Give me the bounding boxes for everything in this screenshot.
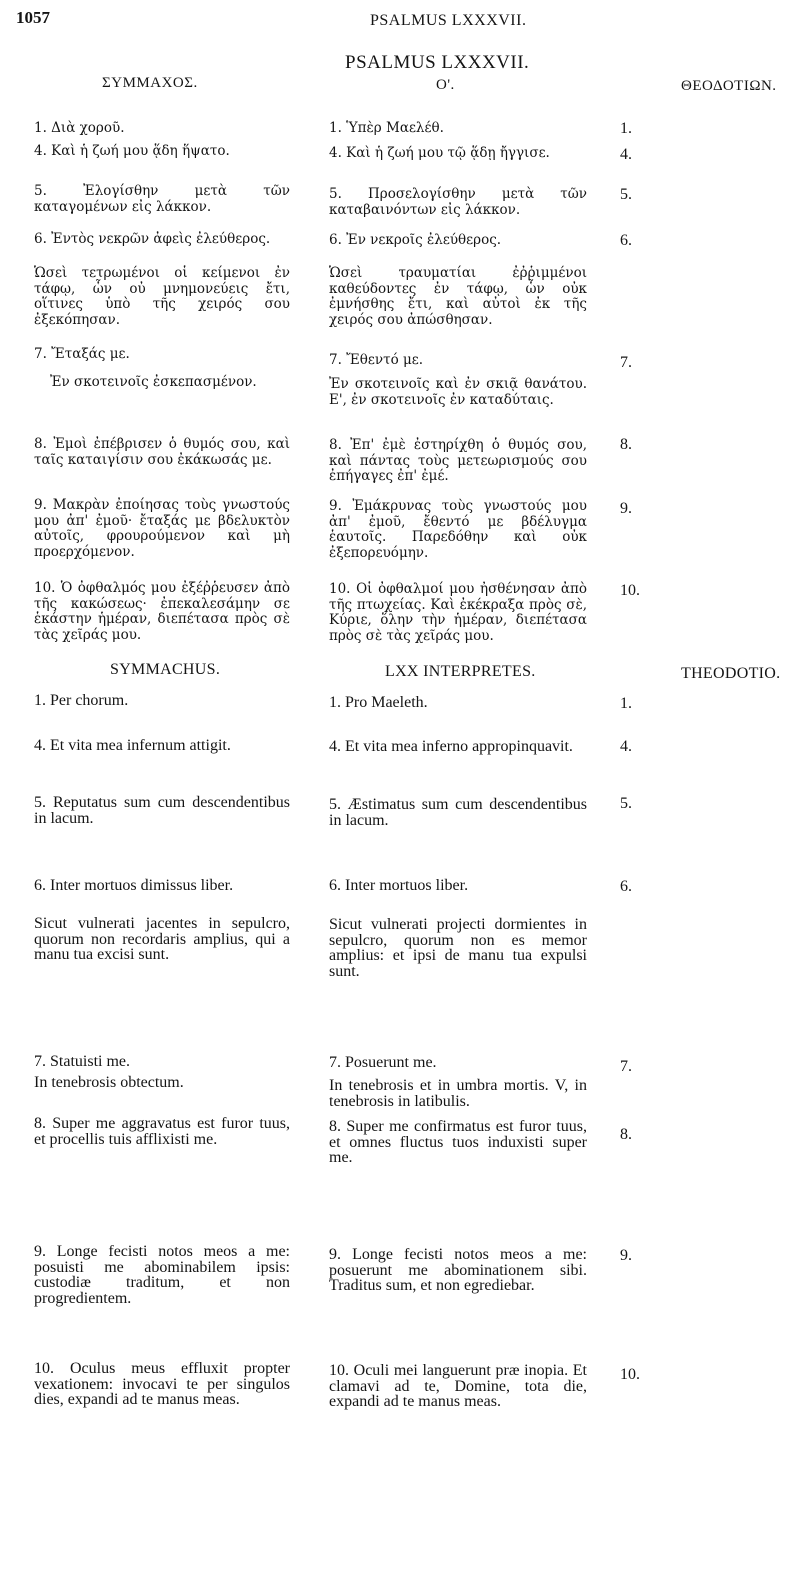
latin-lxx-10: 10. Oculi mei languerunt præ inopia. Et clamavi ad te, Domine, tota die, expandi ad te manus meas. [329, 1362, 587, 1410]
greek-lxx-9: 9. Ἐμάκρυνας τοὺς γνωστούς μου ἀπ' ἐμοῦ, ἔθεντό με βδέλυγμα ἑαυτοῖς. Παρεδόθην καὶ οὐκ ἐξεπορευόμην. [329, 498, 587, 561]
latin-sym-8: 8. Super me aggravatus est furor tuus, et procellis tuis afflixisti me. [34, 1115, 290, 1148]
greek-lxx-10: 10. Οἱ ὀφθαλμοί μου ἠσθένησαν ἀπὸ τῆς πτωχείας. Καὶ ἐκέκραξα πρὸς σὲ, Κύριε, ὅλην τὴν ἡμέραν, διεπέτασα πρὸς σὲ τὰς χεῖράς μου. [329, 581, 587, 644]
header-theodotion-latin: THEODOTIO. [681, 665, 781, 682]
greek-lxx-4: 4. Καὶ ἡ ζωή μου τῷ ᾅδῃ ἤγγισε. [329, 145, 550, 161]
greek-theo-num-1: 1. [620, 120, 632, 137]
latin-theo-num-4: 4. [620, 738, 632, 755]
latin-sym-9: 9. Longe fecisti notos meos a me: posuisti me abominabilem ipsis: custodiæ traditum, et non progredientem. [34, 1243, 290, 1307]
greek-lxx-8: 8. Ἐπ' ἐμὲ ἐστηρίχθη ὁ θυμός σου, καὶ πάντας τοὺς μετεωρισμούς σου ἐπήγαγες ἐπ' ἐμέ. [329, 437, 587, 484]
greek-sym-6b: Ὡσεὶ τετρωμένοι οἱ κείμενοι ἐν τάφῳ, ὧν οὐ μνημονεύεις ἔτι, οἵτινες ὑπὸ τῆς χειρός σου ἐξεκόπησαν. [34, 265, 290, 328]
greek-lxx-1: 1. Ὑπὲρ Μαελέθ. [329, 120, 444, 136]
latin-sym-6: 6. Inter mortuos dimissus liber. [34, 877, 234, 894]
latin-theo-num-5: 5. [620, 795, 632, 812]
greek-lxx-7b: Ἐν σκοτεινοῖς καὶ ἐν σκιᾷ θανάτου. Ε', ἐν σκοτεινοῖς ἐν καταδύταις. [329, 376, 587, 408]
greek-sym-5: 5. Ἐλογίσθην μετὰ τῶν καταγομένων εἰς λάκκον. [34, 183, 290, 215]
latin-theo-num-7: 7. [620, 1058, 632, 1075]
latin-sym-6b: Sicut vulnerati jacentes in sepulcro, quorum non recordaris amplius, qui a manu tua excisi sunt. [34, 915, 290, 963]
greek-sym-1: 1. Διὰ χοροῦ. [34, 120, 125, 136]
greek-theo-num-10: 10. [620, 582, 640, 599]
greek-theo-num-5: 5. [620, 186, 632, 203]
latin-lxx-9: 9. Longe fecisti notos meos a me: posuerunt me abominationem sibi. Traditus sum, et non egrediebar. [329, 1246, 587, 1294]
latin-lxx-6b: Sicut vulnerati projecti dormientes in sepulcro, quorum non es memor amplius: et ipsi de manu tua expulsi sunt. [329, 916, 587, 980]
latin-theo-num-10: 10. [620, 1366, 640, 1383]
greek-lxx-7: 7. Ἔθεντό με. [329, 352, 424, 368]
latin-lxx-1: 1. Pro Maeleth. [329, 694, 428, 711]
latin-sym-10: 10. Oculus meus effluxit propter vexationem: invocavi te per singulos dies, expandi ad te manus meas. [34, 1360, 290, 1408]
latin-lxx-7: 7. Posuerunt me. [329, 1054, 437, 1071]
latin-sym-7b: In tenebrosis obtectum. [34, 1074, 184, 1091]
latin-lxx-7b: In tenebrosis et in umbra mortis. V, in tenebrosis in latibulis. [329, 1077, 587, 1110]
header-symmachus-latin: SYMMACHUS. [110, 661, 221, 678]
header-theodotion-greek: ΘΕΟΔΟΤΙΩΝ. [681, 78, 777, 94]
greek-sym-7: 7. Ἔταξάς με. [34, 346, 130, 362]
latin-lxx-5: 5. Æstimatus sum cum descendentibus in lacum. [329, 796, 587, 829]
latin-sym-5: 5. Reputatus sum cum descendentibus in lacum. [34, 794, 290, 827]
greek-sym-7b: Ἐν σκοτεινοῖς ἐσκεπασμένον. [50, 374, 257, 390]
page-title: PSALMUS LXXXVII. [345, 52, 530, 73]
latin-sym-7: 7. Statuisti me. [34, 1053, 130, 1070]
latin-theo-num-9: 9. [620, 1247, 632, 1264]
latin-lxx-6: 6. Inter mortuos liber. [329, 877, 469, 894]
latin-lxx-8: 8. Super me confirmatus est furor tuus, et omnes fluctus tuos induxisti super me. [329, 1118, 587, 1166]
greek-sym-6: 6. Ἐντὸς νεκρῶν ἀφεὶς ἐλεύθερος. [34, 231, 271, 247]
greek-theo-num-7: 7. [620, 354, 632, 371]
header-lxx-greek: O'. [436, 77, 455, 93]
greek-theo-num-8: 8. [620, 436, 632, 453]
latin-lxx-4: 4. Et vita mea inferno appropinquavit. [329, 738, 573, 755]
greek-theo-num-6: 6. [620, 232, 632, 249]
header-lxx-latin: LXX INTERPRETES. [385, 663, 536, 680]
greek-theo-num-9: 9. [620, 500, 632, 517]
greek-lxx-6: 6. Ἐν νεκροῖς ἐλεύθερος. [329, 232, 502, 248]
greek-lxx-6b: Ὡσεὶ τραυματίαι ἐῤῥιμμένοι καθεύδοντες ἐν τάφῳ, ὧν οὐκ ἐμνήσθης ἔτι, καὶ αὐτοὶ ἐκ τῆς χειρός σου ἀπώσθησαν. [329, 265, 587, 328]
greek-theo-num-4: 4. [620, 146, 632, 163]
greek-sym-4: 4. Καὶ ἡ ζωή μου ᾅδη ἥψατο. [34, 143, 230, 159]
page-number: 1057 [16, 8, 50, 27]
greek-lxx-5: 5. Προσελογίσθην μετὰ τῶν καταβαινόντων εἰς λάκκον. [329, 186, 587, 218]
greek-sym-8: 8. Ἐμοὶ ἐπέβρισεν ὁ θυμός σου, καὶ ταῖς καταιγίσιν σου ἐκάκωσάς με. [34, 436, 290, 468]
greek-sym-10: 10. Ὁ ὀφθαλμός μου ἐξέῤῥευσεν ἀπὸ τῆς κακώσεως· ἐπεκαλεσάμην σε ἑκάστην ἡμέραν, διεπέτασα πρὸς σὲ τὰς χεῖράς μου. [34, 580, 290, 643]
latin-theo-num-1: 1. [620, 695, 632, 712]
running-head: PSALMUS LXXXVII. [370, 12, 527, 29]
latin-sym-4: 4. Et vita mea infernum attigit. [34, 737, 231, 754]
latin-theo-num-8: 8. [620, 1126, 632, 1143]
latin-sym-1: 1. Per chorum. [34, 692, 129, 709]
greek-sym-9: 9. Μακρὰν ἐποίησας τοὺς γνωστούς μου ἀπ' ἐμοῦ· ἔταξάς με βδελυκτὸν αὐτοῖς, φρουρούμενον καὶ μὴ προερχόμενον. [34, 497, 290, 560]
latin-theo-num-6: 6. [620, 878, 632, 895]
header-symmachus-greek: ΣΥΜΜΑΧΟΣ. [102, 75, 198, 91]
